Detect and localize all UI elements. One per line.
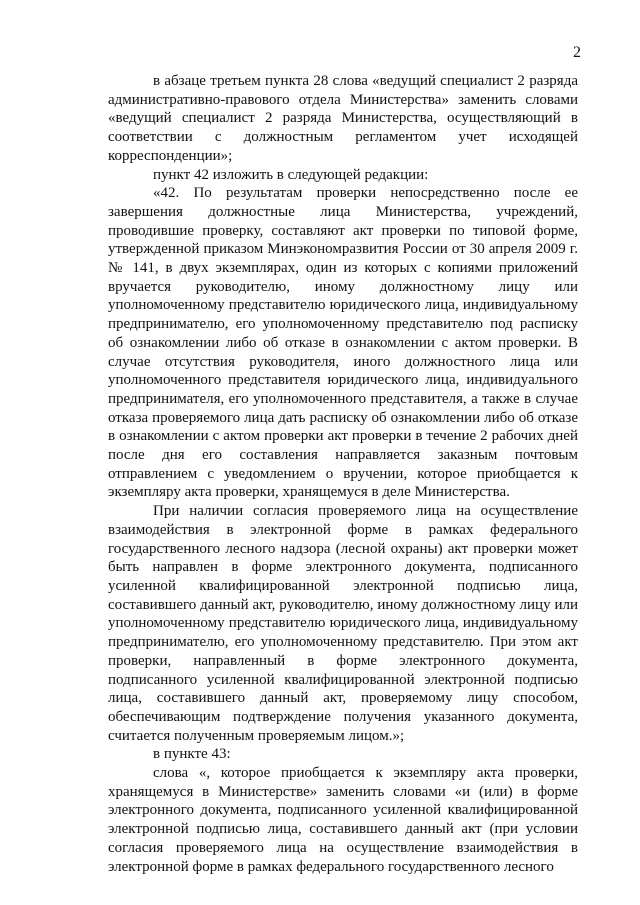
- paragraph-point-43-intro: в пункте 43:: [153, 746, 231, 763]
- paragraph-point-42-intro: пункт 42 изложить в следующей редакции:: [153, 166, 429, 183]
- paragraph-point-43-text: слова «, которое приобщается к экземпляру акта проверки, хранящемуся в Министерстве» заменить словами «и (или) в форме электронного документа, подписанного усиленной квалифицированной электронной подписью лица, составившего данный акт (при условии согласия проверяемого лица на осуществление взаимодействия в электронной форме в рамках федерального государственного лесного: [108, 765, 578, 875]
- paragraph-point-42-text: «42. По результатам проверки непосредственно после ее завершения должностные лица Министерства, учреждений, проводившие проверку, составляют акт проверки по типовой форме, утвержденной приказом Минэкономразвития России от 30 апреля 2009 г. № 141, в двух экземплярах, один из которых с копиями приложений вручается руководителю, иному должностному лицу или уполномоченному представителю юридического лица, индивидуальному предпринимателю, его уполномоченному представителю под расписку об ознакомлении либо об отказе в ознакомлении с актом проверки. В случае отсутствия руководителя, иного должностного лица или уполномоченного представителя юридического лица, индивидуального предпринимателя, его уполномоченного представителя, а также в случае отказа проверяемого лица дать расписку об ознакомлении либо об отказе в ознакомлении с актом проверки акт проверки в течение 2 рабочих дней после дня его составления направляется заказным почтовым отправлением с уведомлением о вручении, которое приобщается к экземпляру акта проверки, хранящемуся в деле Министерства.: [108, 185, 578, 501]
- paragraph-amendment-point-28: в абзаце третьем пункта 28 слова «ведущий специалист 2 разряда административно-правового отдела Министерства» заменить словами «ведущий специалист 2 разряда Министерства, осуществляющий в соответствии с должностным регламентом учет исходящей корреспонденции»;: [108, 73, 578, 164]
- page-number: 2: [573, 44, 581, 61]
- paragraph-electronic-form: При наличии согласия проверяемого лица на осуществление взаимодействия в электронной форме в рамках федерального государственного лесного надзора (лесной охраны) акт проверки может быть направлен в форме электронного документа, подписанного усиленной квалифицированной электронной подписью лица, составившего данный акт, руководителю, иному должностному лицу или уполномоченному представителю юридического лица, индивидуальному предпринимателю, его уполномоченному представителю. При этом акт проверки, направленный в форме электронного документа, подписанного усиленной квалифицированной электронной подписью лица, составившего данный акт, проверяемому лицу способом, обеспечивающим подтверждение получения указанного документа, считается полученным проверяемым лицом.»;: [108, 503, 578, 744]
- document-body: [108, 72, 578, 876]
